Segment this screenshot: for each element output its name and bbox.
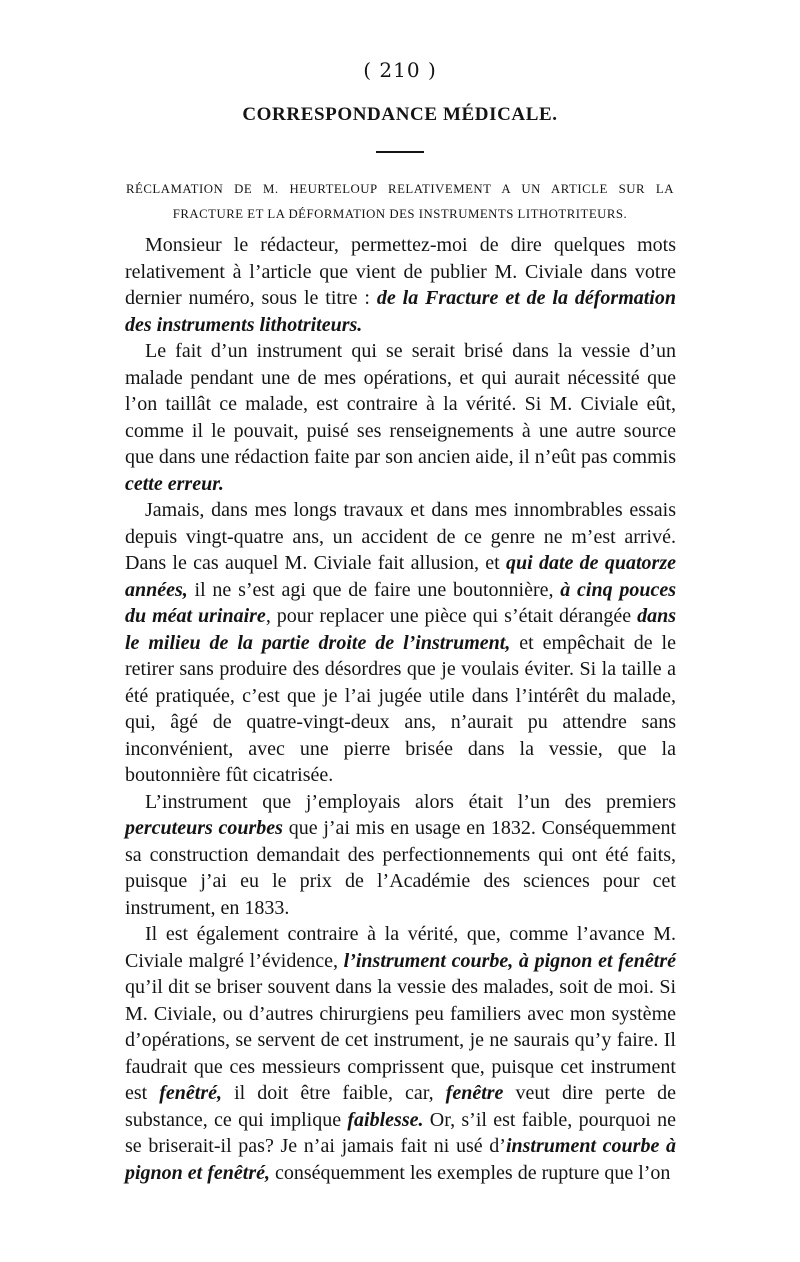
italic-span: à cinq pouces du méat urinaire (125, 578, 677, 627)
paragraph-5 (125, 921, 676, 1186)
text-span: Le fait d’un instrument qui se serait brisé dans la vessie d’un malade pendant une de mes opérations, et qui aurait nécessité que l’on taillât ce malade, est contraire à la vérité. Si M. Civiale eût, comme il le pouvait, puisé ses renseignements à une autre source que dans une rédaction faite par son ancien aide, il n’eût pas commis (125, 340, 676, 468)
text-span: il doit être faible, car, (222, 1082, 446, 1104)
page-number: ( 210 ) (363, 58, 437, 82)
italic-span: cette erreur. (125, 472, 224, 495)
italic-span: de la Fracture et de la déformation des instruments lithotriteurs. (125, 287, 676, 336)
italic-span: faiblesse. (347, 1108, 424, 1131)
italic-span: qui date de quatorze années, (125, 552, 676, 601)
italic-span: instrument courbe à pignon et fenêtré, (125, 1135, 676, 1184)
article-headline: RÉCLAMATION DE M. HEURTELOUP RELATIVEMENT A UN ARTICLE SUR LA FRACTURE ET LA DÉFORMATION DES INSTRUMENTS LITHOTRITEURS. (126, 182, 674, 221)
italic-span: percuteurs courbes (125, 817, 283, 839)
text-span: L’instrument que j’employais alors était l’un des premiers (145, 790, 676, 813)
paragraph-3 (125, 497, 676, 789)
text-span: et empêchait de le retirer sans produire des désordres que je voulais éviter. Si la taille a été pratiquée, c’est que je l’ai jugée utile dans l’intérêt du malade, qui, âgé de quatre-vingt-deux ans, n’aurait pu attendre sans inconvénient, avec une pierre brisée dans la vessie, que la boutonnière fût cicatrisée. (125, 631, 676, 786)
italic-span: l’instrument courbe, à pignon et fenêtré (343, 949, 676, 972)
text-span: Jamais, dans mes longs travaux et dans mes innombrables essais depuis vingt-quatre ans, un accident de ce genre ne m’est arrivé. Dans le cas auquel M. Civiale fait allusion, et (125, 499, 676, 574)
text-span: Il est également contraire à la vérité, que, comme l’avance M. Civiale malgré l’évidence, (125, 923, 676, 972)
text-span: que j’ai mis en usage en 1832. Conséquemment sa construction demandait des perfectionnements qui ont été faits, puisque j’ai eu le prix de l’Académie des sciences pour cet instrument, en 1833. (125, 817, 676, 919)
italic-span: fenêtre (445, 1082, 504, 1104)
article-body (125, 232, 676, 1186)
text-span: Or, s’il est faible, pourquoi ne se briserait-il pas? Je n’ai jamais fait ni usé d’ (125, 1108, 677, 1157)
italic-span: fenêtré, (159, 1082, 223, 1104)
text-span: conséquemment les exemples de rupture que l’on (270, 1161, 671, 1184)
paragraph-4 (125, 789, 676, 922)
text-span: veut dire perte de substance, ce qui implique (125, 1082, 677, 1131)
section-title: CORRESPONDANCE MÉDICALE. (242, 104, 558, 125)
text-span: Monsieur le rédacteur, permettez-moi de dire quelques mots relativement à l’article que vient de publier M. Civiale dans votre dernier numéro, sous le titre : (125, 234, 676, 309)
text-span: il ne s’est agi que de faire une boutonnière, (187, 578, 561, 601)
text-span: , pour replacer une pièce qui s’était dérangée (265, 605, 638, 627)
text-span: qu’il dit se briser souvent dans la vessie des malades, soit de moi. Si M. Civiale, ou d’autres chirurgiens peu familiers avec mon système d’opérations, se servent de cet instrument, je ne saurais qu’y faire. Il faudrait que ces messieurs comprissent que, puisque cet instrument est (125, 976, 676, 1104)
title-rule (376, 151, 424, 153)
italic-span: dans le milieu de la partie droite de l’instrument, (125, 605, 676, 654)
paragraph-1 (125, 232, 676, 338)
paragraph-2 (125, 338, 676, 497)
